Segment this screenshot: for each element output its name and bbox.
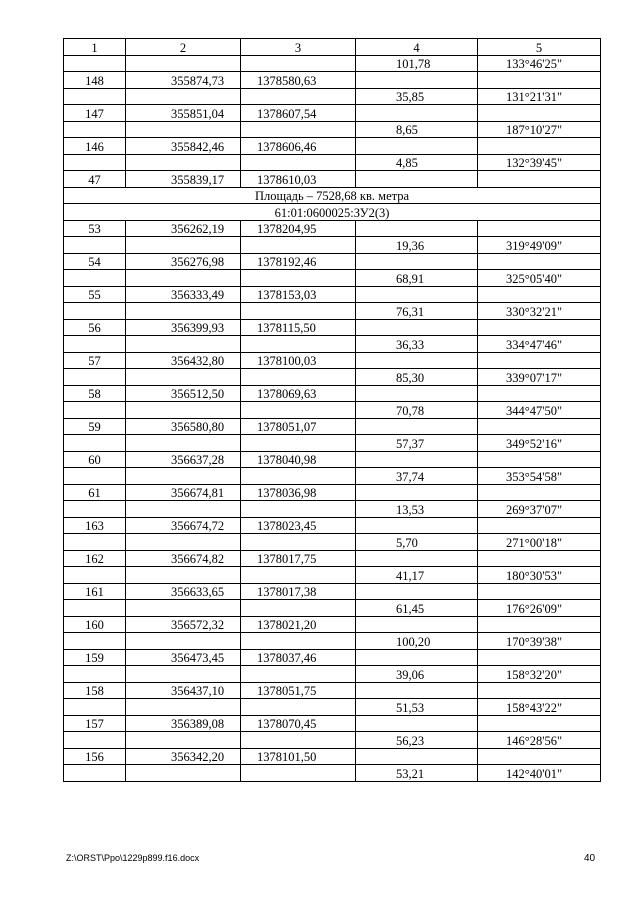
header-cell-5: 5: [478, 39, 601, 56]
table-cell-col3: [241, 435, 356, 452]
table-cell-col4: 53,21: [356, 765, 478, 782]
table-cell-col4: [356, 138, 478, 155]
table-cell-col5: 132°39'45": [478, 154, 601, 171]
table-cell-col2: 355874,73: [126, 72, 241, 89]
table-cell-col3: [241, 765, 356, 782]
table-cell-col2: 356637,28: [126, 451, 241, 468]
table-row: [64, 435, 601, 452]
table-cell-col4: [356, 550, 478, 567]
table-cell-col5: [478, 352, 601, 369]
table-cell-col4: [356, 517, 478, 534]
table-row: [64, 600, 601, 617]
table-row: [64, 385, 601, 402]
table-cell-col2: [126, 88, 241, 105]
table-cell-col4: 56,23: [356, 732, 478, 749]
table-cell-col5: [478, 715, 601, 732]
table-row: [64, 484, 601, 501]
table-cell-col3: [241, 55, 356, 72]
table-cell-col1: 157: [64, 715, 126, 732]
table-cell-col1: [64, 765, 126, 782]
header-cell-3: 3: [241, 39, 356, 56]
table-cell-col2: 355839,17: [126, 171, 241, 188]
header-cell-4: 4: [356, 39, 478, 56]
table-cell-col3: [241, 600, 356, 617]
table-cell-col2: [126, 369, 241, 386]
table-cell-col2: 356342,20: [126, 748, 241, 765]
table-cell-col5: [478, 451, 601, 468]
table-cell-col2: 356512,50: [126, 385, 241, 402]
table-cell-col3: [241, 666, 356, 683]
table-cell-col5: [478, 105, 601, 122]
table-cell-col2: 355851,04: [126, 105, 241, 122]
table-cell-col2: [126, 732, 241, 749]
table-row: [64, 187, 601, 204]
table-cell-col1: [64, 88, 126, 105]
table-cell-col1: 146: [64, 138, 126, 155]
table-cell-col1: 56: [64, 319, 126, 336]
table-cell-col5: [478, 319, 601, 336]
table-row: [64, 105, 601, 122]
table-cell-col1: [64, 600, 126, 617]
table-row: [64, 534, 601, 551]
table-cell-col2: 356389,08: [126, 715, 241, 732]
table-row: [64, 666, 601, 683]
table-cell-col2: [126, 270, 241, 287]
table-cell-col1: [64, 369, 126, 386]
table-cell-col4: 36,33: [356, 336, 478, 353]
table-cell-col1: 163: [64, 517, 126, 534]
table-cell-col4: 68,91: [356, 270, 478, 287]
table-cell-col3: 1378606,46: [241, 138, 356, 155]
table-cell-col1: 60: [64, 451, 126, 468]
table-cell-col1: [64, 501, 126, 518]
table-cell-col5: [478, 649, 601, 666]
table-cell-col1: 158: [64, 682, 126, 699]
table-cell-col5: 170°39'38": [478, 633, 601, 650]
table-row: [64, 319, 601, 336]
table-cell-col3: [241, 567, 356, 584]
coordinates-table-body: [64, 39, 601, 782]
table-cell-col1: 47: [64, 171, 126, 188]
table-cell-col4: 4,85: [356, 154, 478, 171]
table-row: [64, 418, 601, 435]
table-cell-col3: 1378017,38: [241, 583, 356, 600]
table-cell-col3: 1378037,46: [241, 649, 356, 666]
table-cell-col4: [356, 418, 478, 435]
table-cell-col4: 57,37: [356, 435, 478, 452]
table-cell-col4: 85,30: [356, 369, 478, 386]
table-cell-col1: 57: [64, 352, 126, 369]
table-cell-col2: 356674,81: [126, 484, 241, 501]
table-cell-col5: 334°47'46": [478, 336, 601, 353]
table-cell-col4: 41,17: [356, 567, 478, 584]
table-cell-col1: [64, 402, 126, 419]
table-cell-col2: [126, 435, 241, 452]
table-cell-col3: [241, 501, 356, 518]
table-cell-col1: [64, 336, 126, 353]
table-cell-col3: 1378070,45: [241, 715, 356, 732]
table-row: [64, 154, 601, 171]
table-row: [64, 72, 601, 89]
table-cell-col1: [64, 699, 126, 716]
table-cell-col1: [64, 435, 126, 452]
table-cell-col4: 76,31: [356, 303, 478, 320]
table-cell-col5: 142°40'01": [478, 765, 601, 782]
table-cell-col5: 339°07'17": [478, 369, 601, 386]
table-cell-col2: [126, 468, 241, 485]
table-cell-col4: 101,78: [356, 55, 478, 72]
table-cell-col2: 355842,46: [126, 138, 241, 155]
table-cell-col5: [478, 484, 601, 501]
table-cell-col3: [241, 270, 356, 287]
table-cell-col5: [478, 550, 601, 567]
table-cell-col1: 59: [64, 418, 126, 435]
table-cell-col1: 160: [64, 616, 126, 633]
table-cell-col1: [64, 666, 126, 683]
table-cell-col1: 162: [64, 550, 126, 567]
table-cell-col1: 156: [64, 748, 126, 765]
table-cell-col2: [126, 303, 241, 320]
table-row: [64, 253, 601, 270]
table-row: [64, 748, 601, 765]
table-cell-col1: [64, 303, 126, 320]
table-cell-col3: 1378607,54: [241, 105, 356, 122]
table-cell-col4: [356, 616, 478, 633]
table-cell-col2: 356432,80: [126, 352, 241, 369]
table-cell-col5: 158°43'22": [478, 699, 601, 716]
section-heading-cell: 61:01:0600025:ЗУ2(3): [64, 204, 601, 221]
table-cell-col4: [356, 220, 478, 237]
table-cell-col3: 1378153,03: [241, 286, 356, 303]
table-cell-col1: 54: [64, 253, 126, 270]
table-cell-col2: [126, 567, 241, 584]
table-cell-col2: [126, 55, 241, 72]
table-row: [64, 237, 601, 254]
table-cell-col4: 19,36: [356, 237, 478, 254]
table-row: [64, 171, 601, 188]
table-cell-col1: 147: [64, 105, 126, 122]
table-cell-col3: 1378023,45: [241, 517, 356, 534]
table-cell-col5: 353°54'58": [478, 468, 601, 485]
table-row: [64, 402, 601, 419]
table-cell-col4: 13,53: [356, 501, 478, 518]
table-row: [64, 286, 601, 303]
table-cell-col1: [64, 567, 126, 584]
table-cell-col3: 1378580,63: [241, 72, 356, 89]
table-row: [64, 649, 601, 666]
table-cell-col4: 8,65: [356, 121, 478, 138]
table-row: [64, 88, 601, 105]
table-cell-col4: 39,06: [356, 666, 478, 683]
table-cell-col5: 344°47'50": [478, 402, 601, 419]
table-row: [64, 204, 601, 221]
table-cell-col3: [241, 402, 356, 419]
section-heading-cell: Площадь – 7528,68 кв. метра: [64, 187, 601, 204]
table-cell-col3: 1378036,98: [241, 484, 356, 501]
footer-file-path: Z:\ORST\Ppo\1229p899.f16.docx: [66, 853, 200, 863]
table-cell-col3: [241, 633, 356, 650]
table-cell-col3: [241, 237, 356, 254]
table-cell-col2: [126, 666, 241, 683]
table-cell-col5: [478, 616, 601, 633]
table-cell-col4: [356, 682, 478, 699]
table-cell-col4: 61,45: [356, 600, 478, 617]
table-cell-col5: [478, 385, 601, 402]
table-cell-col4: [356, 253, 478, 270]
table-cell-col2: [126, 501, 241, 518]
table-row: [64, 369, 601, 386]
table-cell-col4: [356, 451, 478, 468]
table-cell-col3: [241, 369, 356, 386]
table-cell-col5: 187°10'27": [478, 121, 601, 138]
table-row: [64, 699, 601, 716]
table-cell-col2: 356276,98: [126, 253, 241, 270]
table-cell-col4: [356, 715, 478, 732]
table-cell-col3: [241, 534, 356, 551]
table-cell-col1: [64, 237, 126, 254]
table-cell-col5: 319°49'09": [478, 237, 601, 254]
table-cell-col2: [126, 765, 241, 782]
table-cell-col1: 58: [64, 385, 126, 402]
table-cell-col2: 356262,19: [126, 220, 241, 237]
table-row: [64, 121, 601, 138]
table-row: [64, 765, 601, 782]
table-cell-col4: [356, 484, 478, 501]
table-cell-col5: [478, 682, 601, 699]
table-row: [64, 732, 601, 749]
table-cell-col3: 1378051,07: [241, 418, 356, 435]
table-cell-col4: 100,20: [356, 633, 478, 650]
table-row: [64, 567, 601, 584]
table-row: [64, 270, 601, 287]
table-cell-col5: 133°46'25": [478, 55, 601, 72]
table-cell-col5: 158°32'20": [478, 666, 601, 683]
table-cell-col5: [478, 220, 601, 237]
table-cell-col4: [356, 286, 478, 303]
table-row: [64, 303, 601, 320]
table-cell-col5: [478, 517, 601, 534]
table-cell-col5: [478, 418, 601, 435]
table-cell-col2: 356580,80: [126, 418, 241, 435]
table-cell-col5: 271°00'18": [478, 534, 601, 551]
table-cell-col2: [126, 534, 241, 551]
table-cell-col3: 1378204,95: [241, 220, 356, 237]
table-cell-col1: 159: [64, 649, 126, 666]
table-cell-col1: [64, 55, 126, 72]
table-row: [64, 468, 601, 485]
table-row: [64, 336, 601, 353]
table-cell-col5: [478, 286, 601, 303]
table-cell-col3: [241, 303, 356, 320]
table-cell-col1: [64, 732, 126, 749]
table-cell-col3: [241, 154, 356, 171]
table-cell-col2: 356633,65: [126, 583, 241, 600]
table-cell-col4: [356, 583, 478, 600]
table-cell-col4: [356, 72, 478, 89]
table-cell-col3: 1378192,46: [241, 253, 356, 270]
table-cell-col5: [478, 72, 601, 89]
table-cell-col3: [241, 88, 356, 105]
table-cell-col2: 356333,49: [126, 286, 241, 303]
table-cell-col4: [356, 105, 478, 122]
table-cell-col3: 1378040,98: [241, 451, 356, 468]
table-cell-col5: 176°26'09": [478, 600, 601, 617]
table-cell-col4: 35,85: [356, 88, 478, 105]
table-cell-col5: [478, 253, 601, 270]
table-cell-col2: [126, 699, 241, 716]
table-row: [64, 55, 601, 72]
table-cell-col1: [64, 468, 126, 485]
table-row: [64, 451, 601, 468]
table-row: [64, 550, 601, 567]
table-cell-col3: 1378069,63: [241, 385, 356, 402]
table-cell-col1: 148: [64, 72, 126, 89]
table-cell-col5: 131°21'31": [478, 88, 601, 105]
table-cell-col1: 53: [64, 220, 126, 237]
table-cell-col2: 356674,82: [126, 550, 241, 567]
table-cell-col2: [126, 402, 241, 419]
table-cell-col4: 70,78: [356, 402, 478, 419]
table-cell-col3: 1378100,03: [241, 352, 356, 369]
table-cell-col3: 1378610,03: [241, 171, 356, 188]
table-cell-col3: 1378101,50: [241, 748, 356, 765]
table-row: [64, 682, 601, 699]
table-cell-col4: [356, 748, 478, 765]
table-row: [64, 633, 601, 650]
table-cell-col3: [241, 732, 356, 749]
table-cell-col1: 61: [64, 484, 126, 501]
table-cell-col4: [356, 319, 478, 336]
table-cell-col1: 161: [64, 583, 126, 600]
table-cell-col2: 356674,72: [126, 517, 241, 534]
table-cell-col2: 356437,10: [126, 682, 241, 699]
table-cell-col2: [126, 237, 241, 254]
table-cell-col4: [356, 171, 478, 188]
table-cell-col4: [356, 649, 478, 666]
table-row: [64, 715, 601, 732]
table-cell-col3: 1378115,50: [241, 319, 356, 336]
table-row: [64, 517, 601, 534]
coordinates-table: [63, 38, 601, 782]
table-cell-col5: [478, 171, 601, 188]
table-cell-col2: [126, 336, 241, 353]
table-cell-col5: [478, 748, 601, 765]
table-cell-col5: 269°37'07": [478, 501, 601, 518]
table-cell-col2: 356572,32: [126, 616, 241, 633]
table-cell-col1: [64, 270, 126, 287]
header-cell-1: 1: [64, 39, 126, 56]
table-cell-col3: [241, 468, 356, 485]
table-cell-col1: 55: [64, 286, 126, 303]
table-cell-col3: [241, 699, 356, 716]
table-cell-col5: 349°52'16": [478, 435, 601, 452]
table-cell-col5: 180°30'53": [478, 567, 601, 584]
table-row: [64, 220, 601, 237]
table-cell-col1: [64, 121, 126, 138]
table-cell-col5: [478, 583, 601, 600]
table-cell-col2: 356399,93: [126, 319, 241, 336]
table-cell-col2: 356473,45: [126, 649, 241, 666]
table-cell-col1: [64, 154, 126, 171]
table-cell-col2: [126, 600, 241, 617]
header-cell-2: 2: [126, 39, 241, 56]
table-cell-col1: [64, 633, 126, 650]
table-row: [64, 138, 601, 155]
table-cell-col2: [126, 154, 241, 171]
table-cell-col3: [241, 121, 356, 138]
table-cell-col1: [64, 534, 126, 551]
table-cell-col2: [126, 121, 241, 138]
footer-page-number: 40: [584, 853, 596, 864]
table-row: [64, 501, 601, 518]
table-cell-col3: 1378017,75: [241, 550, 356, 567]
table-cell-col5: 325°05'40": [478, 270, 601, 287]
table-cell-col3: [241, 336, 356, 353]
table-cell-col5: [478, 138, 601, 155]
table-cell-col4: 37,74: [356, 468, 478, 485]
table-cell-col4: 51,53: [356, 699, 478, 716]
table-row: [64, 583, 601, 600]
table-cell-col5: 330°32'21": [478, 303, 601, 320]
table-header-row: [64, 39, 601, 56]
table-cell-col4: [356, 352, 478, 369]
table-row: [64, 616, 601, 633]
table-cell-col3: 1378021,20: [241, 616, 356, 633]
table-cell-col4: [356, 385, 478, 402]
table-cell-col2: [126, 633, 241, 650]
table-cell-col5: 146°28'56": [478, 732, 601, 749]
table-cell-col4: 5,70: [356, 534, 478, 551]
table-cell-col3: 1378051,75: [241, 682, 356, 699]
table-row: [64, 352, 601, 369]
